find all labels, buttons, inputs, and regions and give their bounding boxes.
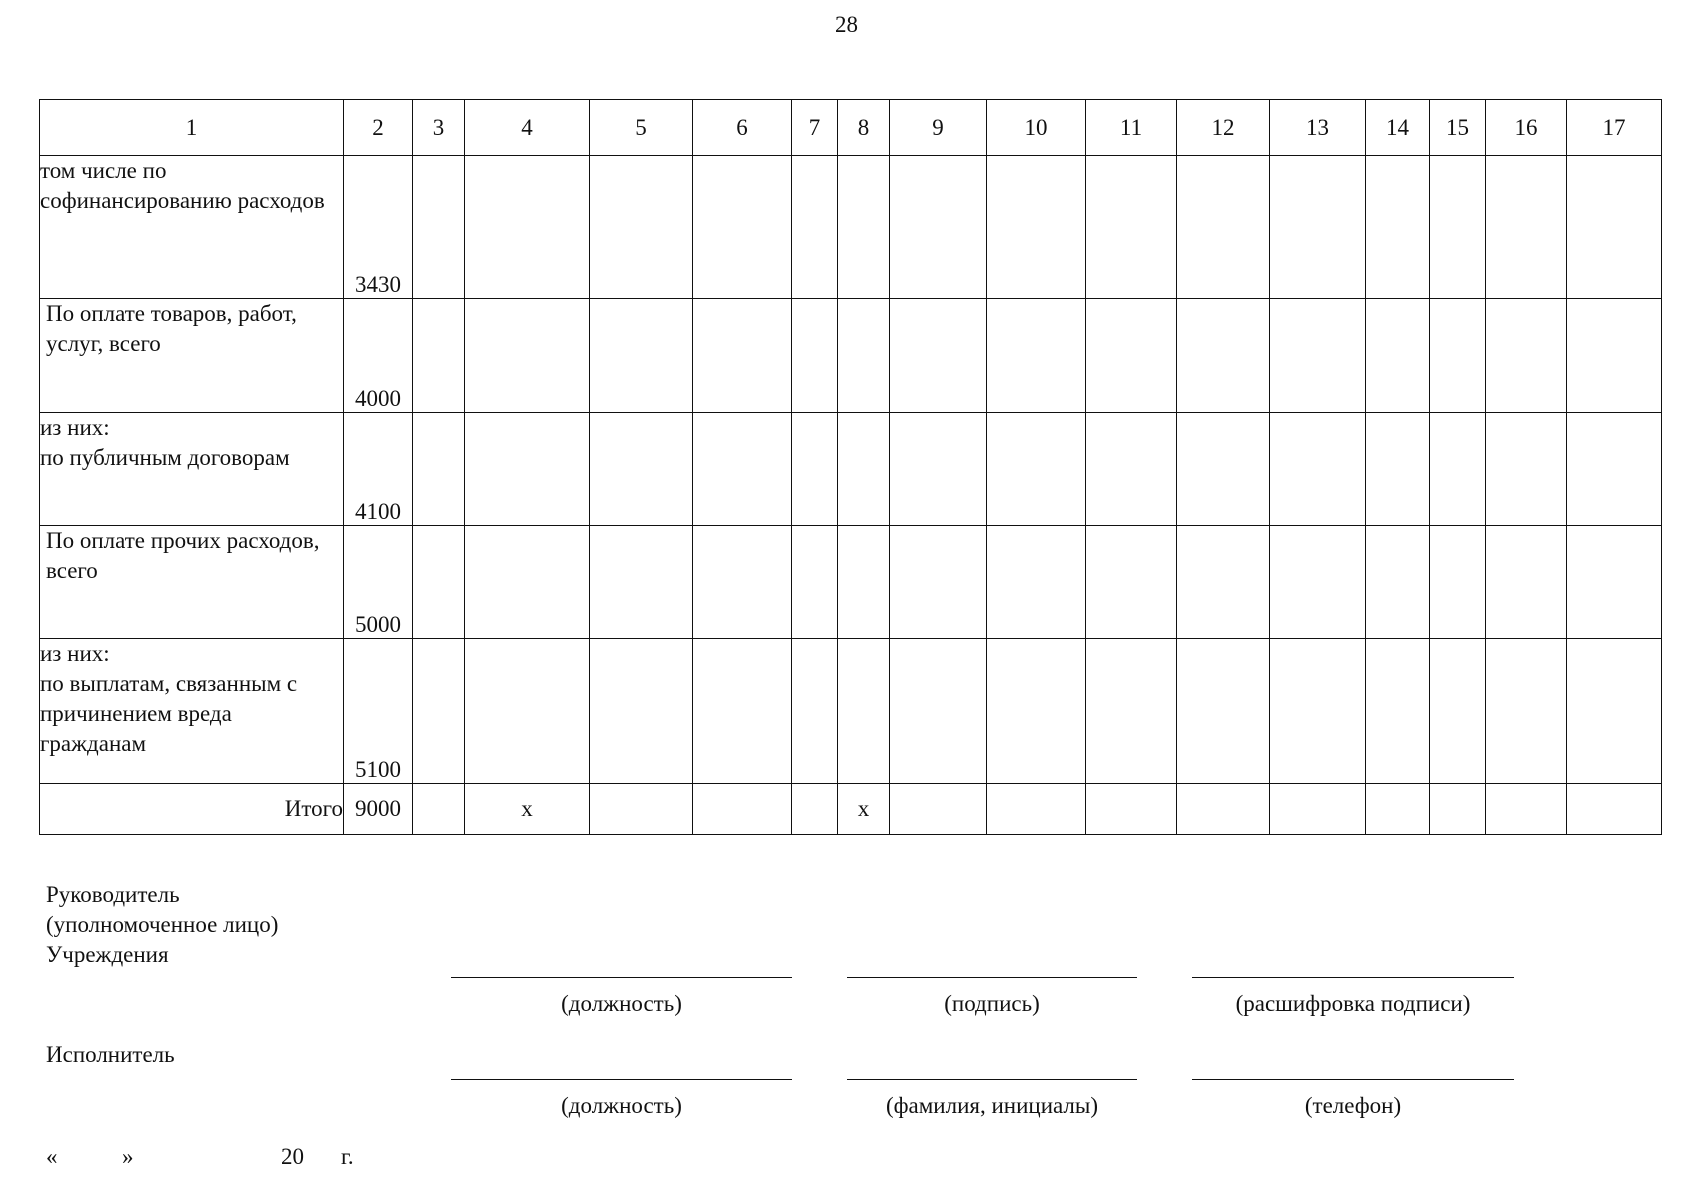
column-header: 2 [344, 100, 413, 156]
executor-phone-line[interactable] [1192, 1079, 1514, 1080]
date-year-prefix: 20 [281, 1144, 304, 1169]
column-header: 10 [987, 100, 1086, 156]
report-table [39, 99, 1662, 835]
total-mark-col4: x [465, 784, 590, 835]
column-header: 7 [792, 100, 838, 156]
column-header: 4 [465, 100, 590, 156]
table-row [40, 413, 1662, 526]
head-position-caption: (должность) [561, 991, 682, 1016]
table-row [40, 526, 1662, 639]
column-header: 11 [1086, 100, 1177, 156]
row-label: том числе по софинансированию расходов [40, 156, 344, 299]
date-close-quote: » [122, 1144, 134, 1169]
head-label-line3: Учреждения [46, 942, 169, 967]
table-row [40, 639, 1662, 784]
column-header: 17 [1567, 100, 1662, 156]
head-signature-caption: (подпись) [944, 991, 1040, 1016]
head-decoding-caption: (расшифровка подписи) [1235, 991, 1471, 1016]
executor-name-line[interactable] [847, 1079, 1137, 1080]
row-code: 5100 [344, 639, 413, 784]
head-decoding-line[interactable] [1192, 977, 1514, 978]
column-header: 16 [1486, 100, 1567, 156]
row-label: по публичным договорам [40, 445, 290, 470]
head-label-line2: (уполномоченное лицо) [46, 912, 279, 937]
column-header: 1 [40, 100, 344, 156]
column-header: 12 [1177, 100, 1270, 156]
row-label: По оплате товаров, работ, услуг, всего [40, 299, 344, 413]
row-label: По оплате прочих расходов, всего [40, 526, 344, 639]
column-header: 3 [413, 100, 465, 156]
total-code: 9000 [344, 784, 413, 835]
date-year-suffix: г. [341, 1144, 354, 1169]
row-code: 5000 [344, 526, 413, 639]
row-code: 4000 [344, 299, 413, 413]
row-label-prefix: из них: [40, 415, 110, 440]
executor-name-caption: (фамилия, инициалы) [885, 1093, 1099, 1118]
column-header: 13 [1270, 100, 1366, 156]
row-label-group [40, 413, 344, 526]
executor-position-caption: (должность) [561, 1093, 682, 1118]
total-mark-col8: x [838, 784, 890, 835]
column-header: 14 [1366, 100, 1430, 156]
page-number: 28 [835, 12, 858, 37]
total-row [40, 784, 1662, 835]
row-label-prefix: из них: [40, 641, 110, 666]
header-row [40, 100, 1662, 156]
row-code: 3430 [344, 156, 413, 299]
executor-phone-caption: (телефон) [1304, 1093, 1402, 1118]
executor-position-line[interactable] [451, 1079, 792, 1080]
row-code: 4100 [344, 413, 413, 526]
table-row [40, 299, 1662, 413]
total-label: Итого [40, 784, 344, 835]
column-header: 9 [890, 100, 987, 156]
row-label: по выплатам, связанным с причинением вреда гражданам [40, 671, 298, 756]
table-row [40, 156, 1662, 299]
head-position-line[interactable] [451, 977, 792, 978]
head-signature-line[interactable] [847, 977, 1137, 978]
column-header: 5 [590, 100, 693, 156]
column-header: 8 [838, 100, 890, 156]
head-label-line1: Руководитель [46, 882, 180, 907]
date-open-quote: « [46, 1144, 58, 1169]
row-label-group [40, 639, 344, 784]
executor-label: Исполнитель [46, 1042, 175, 1067]
column-header: 15 [1430, 100, 1486, 156]
column-header: 6 [693, 100, 792, 156]
